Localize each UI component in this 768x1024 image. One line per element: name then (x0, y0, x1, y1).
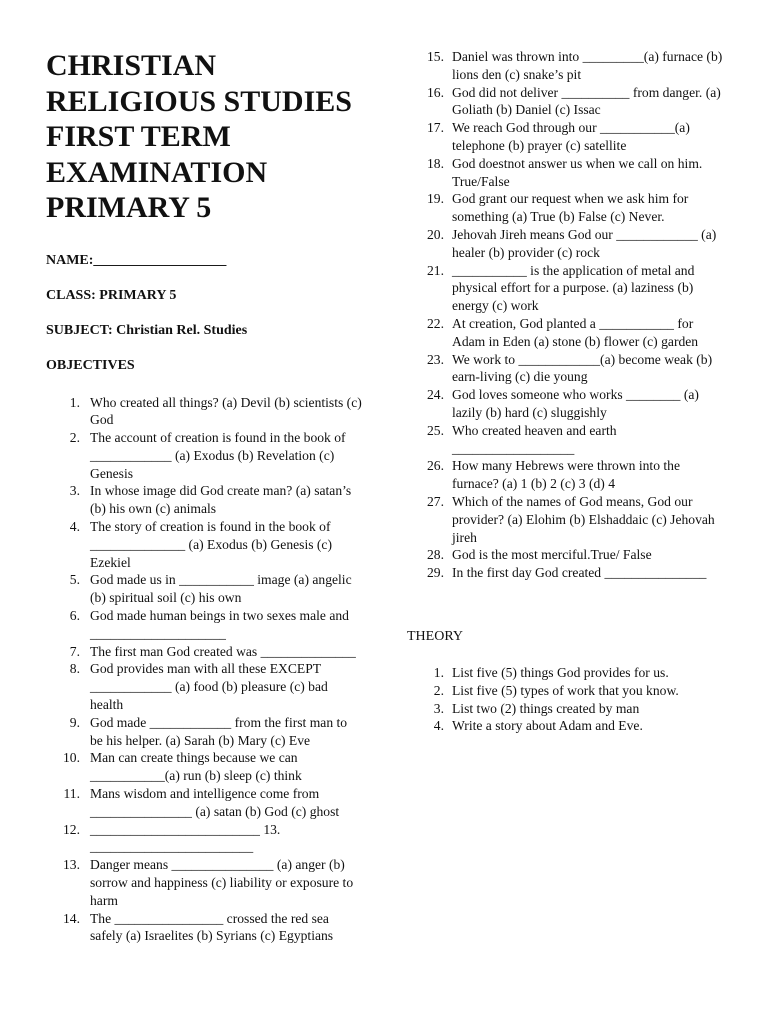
question-number: 28. (427, 547, 444, 563)
question-text: List two (2) things created by man (452, 700, 640, 716)
question-text: Which of the names of God means, God our provider? (a) Elohim (b) Elshaddaic (c) Jehovah jireh (452, 493, 715, 545)
question-item (407, 493, 725, 546)
question-item (407, 457, 725, 493)
question-item (46, 607, 362, 643)
question-text: God doestnot answer us when we call on him. True/False (452, 155, 703, 189)
question-item (46, 749, 362, 785)
question-number: 17. (427, 120, 444, 136)
question-item (407, 717, 725, 735)
question-item (46, 394, 362, 430)
question-text: God made ____________ from the first man to be his helper. (a) Sarah (b) Mary (c) Eve (90, 714, 348, 748)
question-item (407, 564, 725, 582)
name-line: NAME:___________________ (46, 252, 227, 268)
question-number: 3. (69, 483, 80, 499)
subject-line: SUBJECT: Christian Rel. Studies (46, 322, 248, 338)
question-text: We work to ____________(a) become weak (b) earn-living (c) die young (452, 351, 713, 385)
question-number: 24. (427, 387, 444, 403)
question-item (46, 429, 362, 482)
question-item (46, 714, 362, 750)
question-text: Man can create things because we can ___________(a) run (b) sleep (c) think (90, 750, 302, 784)
question-number: 2. (433, 682, 444, 698)
question-number: 19. (427, 191, 444, 207)
question-number: 2. (69, 430, 80, 446)
question-text: The first man God created was ______________ (90, 643, 356, 659)
question-text: God is the most merciful.True/ False (452, 547, 652, 563)
question-item (407, 226, 725, 262)
question-number: 16. (427, 84, 444, 100)
question-item (407, 422, 725, 458)
question-number: 6. (69, 608, 80, 624)
question-item (407, 664, 725, 682)
question-item (407, 155, 725, 191)
question-text: List five (5) types of work that you know. (452, 682, 679, 698)
question-number: 4. (433, 718, 444, 734)
question-number: 26. (427, 458, 444, 474)
theory-heading: THEORY (407, 628, 463, 644)
page-title: CHRISTIAN RELIGIOUS STUDIES FIRST TERM EXAMINATION PRIMARY 5 (46, 49, 352, 224)
question-number: 15. (427, 49, 444, 64)
theory-questions (407, 664, 725, 735)
question-number: 3. (433, 700, 444, 716)
question-text: List five (5) things God provides for us. (452, 664, 669, 680)
question-item (46, 571, 362, 607)
question-item (407, 682, 725, 700)
question-item (407, 84, 725, 120)
question-item (407, 315, 725, 351)
question-number: 1. (433, 664, 444, 680)
question-item (46, 856, 362, 909)
question-number: 11. (63, 786, 80, 802)
question-number: 23. (427, 351, 444, 367)
question-text: Who created all things? (a) Devil (b) scientists (c) God (90, 394, 362, 428)
question-text: How many Hebrews were thrown into the furnace? (a) 1 (b) 2 (c) 3 (d) 4 (452, 458, 681, 492)
question-text: God grant our request when we ask him for something (a) True (b) False (c) Never. (452, 191, 689, 225)
question-item (407, 546, 725, 564)
question-text: God made us in ___________ image (a) angelic (b) spiritual soil (c) his own (90, 572, 352, 606)
question-item (407, 48, 725, 84)
question-item (46, 643, 362, 661)
question-number: 8. (69, 661, 80, 677)
question-item (46, 482, 362, 518)
question-text: The ________________ crossed the red sea safely (a) Israelites (b) Syrians (c) Egyptians (90, 910, 334, 944)
question-text: Write a story about Adam and Eve. (452, 718, 643, 734)
objectives-heading: OBJECTIVES (46, 357, 135, 373)
question-text: God did not deliver __________ from danger. (a) Goliath (b) Daniel (c) Issac (452, 84, 721, 118)
question-item (46, 821, 362, 857)
question-number: 22. (427, 315, 444, 331)
question-text: Who created heaven and earth __________________ (452, 422, 617, 456)
question-number: 21. (427, 262, 444, 278)
question-text: Daniel was thrown into _________(a) furnace (b) lions den (c) snake’s pit (452, 49, 723, 82)
question-number: 27. (427, 493, 444, 509)
question-item (407, 386, 725, 422)
question-number: 5. (69, 572, 80, 588)
question-item (407, 262, 725, 315)
class-line: CLASS: PRIMARY 5 (46, 287, 177, 303)
question-text: God loves someone who works ________ (a) lazily (b) hard (c) sluggishly (452, 387, 699, 420)
question-number: 20. (427, 226, 444, 242)
question-text: In whose image did God create man? (a) satan’s (b) his own (c) animals (90, 483, 352, 517)
question-number: 18. (427, 155, 444, 171)
question-number: 1. (69, 394, 80, 410)
question-text: We reach God through our ___________(a) telephone (b) prayer (c) satellite (452, 120, 690, 153)
objective-questions-left (46, 394, 362, 946)
question-text: Mans wisdom and intelligence come from _______________ (a) satan (b) God (c) ghost (90, 786, 340, 819)
question-number: 25. (427, 422, 444, 438)
question-number: 12. (63, 821, 80, 837)
question-text: The story of creation is found in the book of ______________ (a) Exodus (b) Genesis (c) Ezekiel (90, 519, 332, 570)
question-text: In the first day God created _______________ (452, 565, 707, 581)
question-item (46, 660, 362, 713)
question-item (407, 190, 725, 226)
question-number: 7. (69, 643, 80, 659)
question-text: ___________ is the application of metal and physical effort for a purpose. (a) laziness (b) energy (c) work (452, 262, 695, 314)
question-text: _________________________ 13. ________________________ (90, 821, 281, 855)
question-number: 9. (69, 714, 80, 730)
question-item (46, 785, 362, 821)
right-column (407, 48, 725, 735)
question-item (407, 119, 725, 155)
objective-questions-right (407, 48, 725, 582)
question-text: Danger means _______________ (a) anger (b) sorrow and happiness (c) liability or exposure to harm (90, 857, 354, 908)
left-column (46, 48, 362, 945)
question-item (407, 351, 725, 387)
question-item (46, 910, 362, 946)
question-text: God provides man with all these EXCEPT ____________ (a) food (b) pleasure (c) bad health (90, 661, 328, 713)
question-number: 10. (63, 750, 80, 766)
question-number: 13. (63, 857, 80, 873)
question-item (46, 518, 362, 571)
question-text: At creation, God planted a ___________ for Adam in Eden (a) stone (b) flower (c) garden (452, 315, 699, 349)
question-text: Jehovah Jireh means God our ____________ (a) healer (b) provider (c) rock (452, 226, 717, 260)
question-number: 4. (69, 519, 80, 535)
question-text: God made human beings in two sexes male and ____________________ (90, 608, 349, 641)
question-number: 14. (63, 910, 80, 926)
question-item (407, 700, 725, 718)
question-number: 29. (427, 565, 444, 581)
question-text: The account of creation is found in the book of ____________ (a) Exodus (b) Revelation (c) Genesis (90, 430, 346, 481)
